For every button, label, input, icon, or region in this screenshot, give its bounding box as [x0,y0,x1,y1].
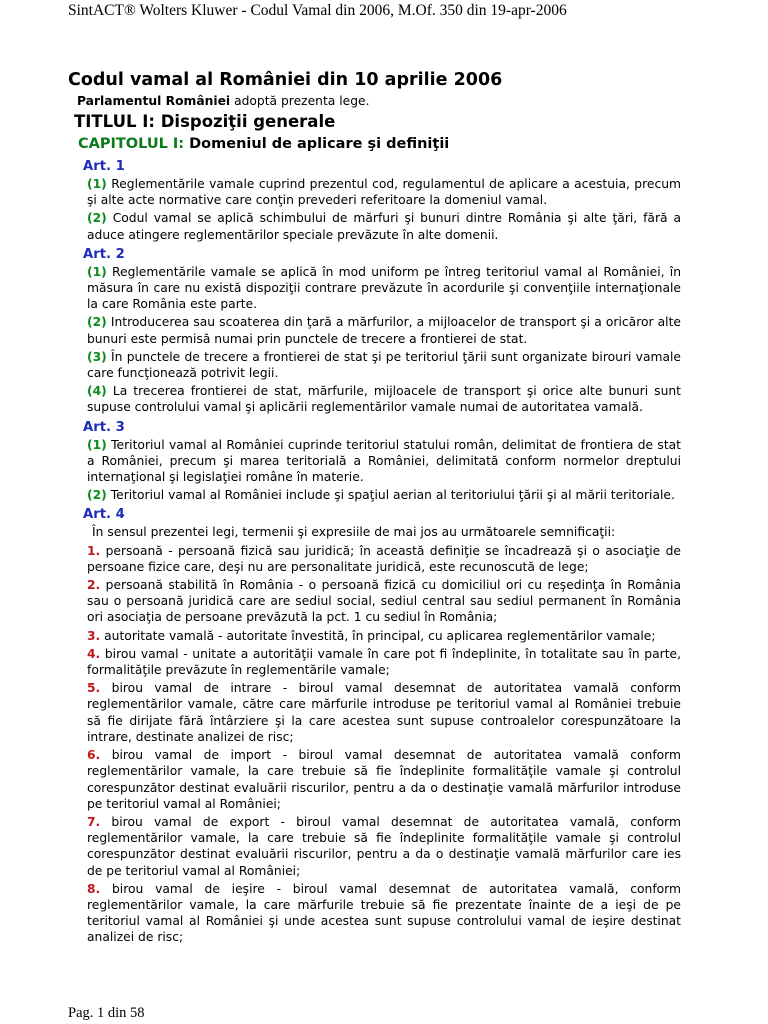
paragraph-text: Reglementările vamale cuprind prezentul cod, regulamentul de aplicare a acestuia, precum şi alte acte normative care conţin prevederi referitoare la domeniul vamal. [87,177,681,208]
definition-point [87,628,681,644]
paragraph-text: La trecerea frontierei de stat, mărfurile, mijloacele de transport şi orice alte bunuri sunt supuse controlului vamal şi aplicării reglementărilor vamale numai de autoritatea vamală. [87,384,681,415]
definition-point [87,814,681,879]
paragraph-text: În punctele de trecere a frontierei de stat şi pe teritoriul ţării sunt organizate birouri vamale care funcţionează potrivit legii. [87,349,681,381]
article-paragraph [87,210,681,242]
point-number: 1. [87,543,101,558]
definition-point [87,543,681,575]
paragraph-number: (2) [87,315,107,330]
preamble [77,94,370,108]
point-number: 7. [87,814,101,829]
article-paragraph [87,349,681,381]
paragraph-number: (1) [87,264,107,279]
paragraph-text: Reglementările vamale se aplică în mod uniform pe întreg teritoriul vamal al României, în măsura în care nu există dispoziţii contrare prevăzute în acordurile şi convenţiile internaţionale la care România este parte. [87,264,681,312]
article-paragraph [87,314,681,346]
definition-point [87,747,681,812]
chapter-name: Domeniul de aplicare şi definiţii [184,136,450,152]
point-text: autoritate vamală - autoritate învestită, în principal, cu aplicarea reglementărilor vamale; [100,628,656,643]
paragraph-text: Codul vamal se aplică schimbului de mărfuri şi bunuri dintre România şi alte ţări, fără a aduce atingere reglementărilor speciale prevăzute în alte domenii. [87,211,681,242]
definition-point [87,680,681,745]
point-text: birou vamal de ieşire - biroul vamal desemnat de autoritatea vamală, conform reglementărilor vamale, la care mărfurile trebuie să fie prezentate înainte de a ieşi de pe teritoriul vamal al României şi unde acestea sunt supuse controlului vamal de ieşire destinat analizei de risc; [87,881,681,945]
article-label: Art. 4 [83,507,125,523]
point-number: 2. [87,578,101,593]
running-header: SintACT® Wolters Kluwer - Codul Vamal din 2006, M.Of. 350 din 19-apr-2006 [68,2,567,19]
chapter-label: CAPITOLUL I: [78,136,185,152]
definition-point [87,881,681,946]
article-label: Art. 3 [83,419,125,435]
article-intro: În sensul prezentei legi, termenii şi expresiile de mai jos au următoarele semnificaţii: [92,525,616,540]
article-paragraph [87,437,681,486]
point-number: 3. [87,628,101,643]
preamble-issuer: Parlamentul României [77,94,231,108]
paragraph-text: Teritoriul vamal al României cuprinde teritoriul statului român, delimitat de frontiera de stat a României, precum şi marea teritorială a României, delimitată conform normelor dreptului internaţional şi legislaţiei române în materie. [87,437,681,485]
definition-point [87,646,681,678]
paragraph-number: (2) [87,488,107,503]
paragraph-number: (2) [87,211,107,226]
document-title: Codul vamal al României din 10 aprilie 2006 [68,70,503,90]
point-text: birou vamal de import - biroul vamal desemnat de autoritatea vamală conform reglementărilor vamale, la care trebuie să fie îndeplinite formalităţile vamale şi controlul corespunzător destinat evaluării riscurilor, pentru a da o destinaţie vamală mărfurilor introduse pe teritoriul vamal al României; [87,748,681,811]
paragraph-number: (4) [87,384,107,399]
article-paragraph [87,383,681,415]
point-number: 5. [87,681,101,696]
article-paragraph [87,264,681,313]
point-text: persoană - persoană fizică sau juridică; în această definiţie se încadrează şi o asociaţie de persoane fizice care, deşi nu are personalitate juridică, este recunoscută de lege; [87,543,681,574]
paragraph-text: Introducerea sau scoaterea din ţară a mărfurilor, a mijloacelor de transport şi a oricăror alte bunuri este permisă numai prin punctele de trecere a frontierei de stat. [87,315,681,346]
paragraph-number: (1) [87,437,107,452]
definition-point [87,577,681,626]
article-paragraph [87,176,681,208]
point-text: persoană stabilită în România - o persoană fizică cu domiciliul ori cu reşedinţa în România sau o persoană juridică care are sediul social, sediul central sau sediul permanent în România ori asociaţia de persoane prevăzută la pct. 1 cu sediul în România; [87,578,681,625]
title-heading: TITLUL I: Dispoziţii generale [74,112,336,131]
point-number: 6. [87,748,101,763]
chapter-heading [78,136,449,152]
preamble-text: adoptă prezenta lege. [230,94,370,108]
paragraph-number: (1) [87,177,107,191]
paragraph-number: (3) [87,349,107,364]
document-body [83,157,681,948]
point-text: birou vamal de intrare - biroul vamal desemnat de autoritatea vamală conform reglementărilor vamale, către care mărfurile introduse pe teritoriul vamal al României trebuie să fie dirijate fără întârziere şi la care acestea sunt supuse controalelor corespunzătoare la intrare, destinate analizei de risc; [87,681,681,744]
article-label: Art. 1 [83,159,125,174]
page-footer: Pag. 1 din 58 [68,1005,145,1021]
point-text: birou vamal de export - biroul vamal desemnat de autoritatea vamală, conform reglementărilor vamale, la care trebuie să fie îndeplinite formalităţile vamale şi controlul corespunzător destinat evaluării riscurilor, pentru a da o destinaţie vamală mărfurilor care ies de pe teritoriul vamal al României; [87,814,681,878]
paragraph-text: Teritoriul vamal al României include şi spaţiul aerian al teritoriului ţării şi al mării teritoriale. [106,488,675,503]
point-text: birou vamal - unitate a autorităţii vamale în care pot fi îndeplinite, în totalitate sau în parte, formalităţile prevăzute în reglementările vamale; [87,646,681,678]
point-number: 8. [87,881,101,896]
article-paragraph [87,487,681,503]
point-number: 4. [87,646,101,661]
article-label: Art. 2 [83,246,125,262]
